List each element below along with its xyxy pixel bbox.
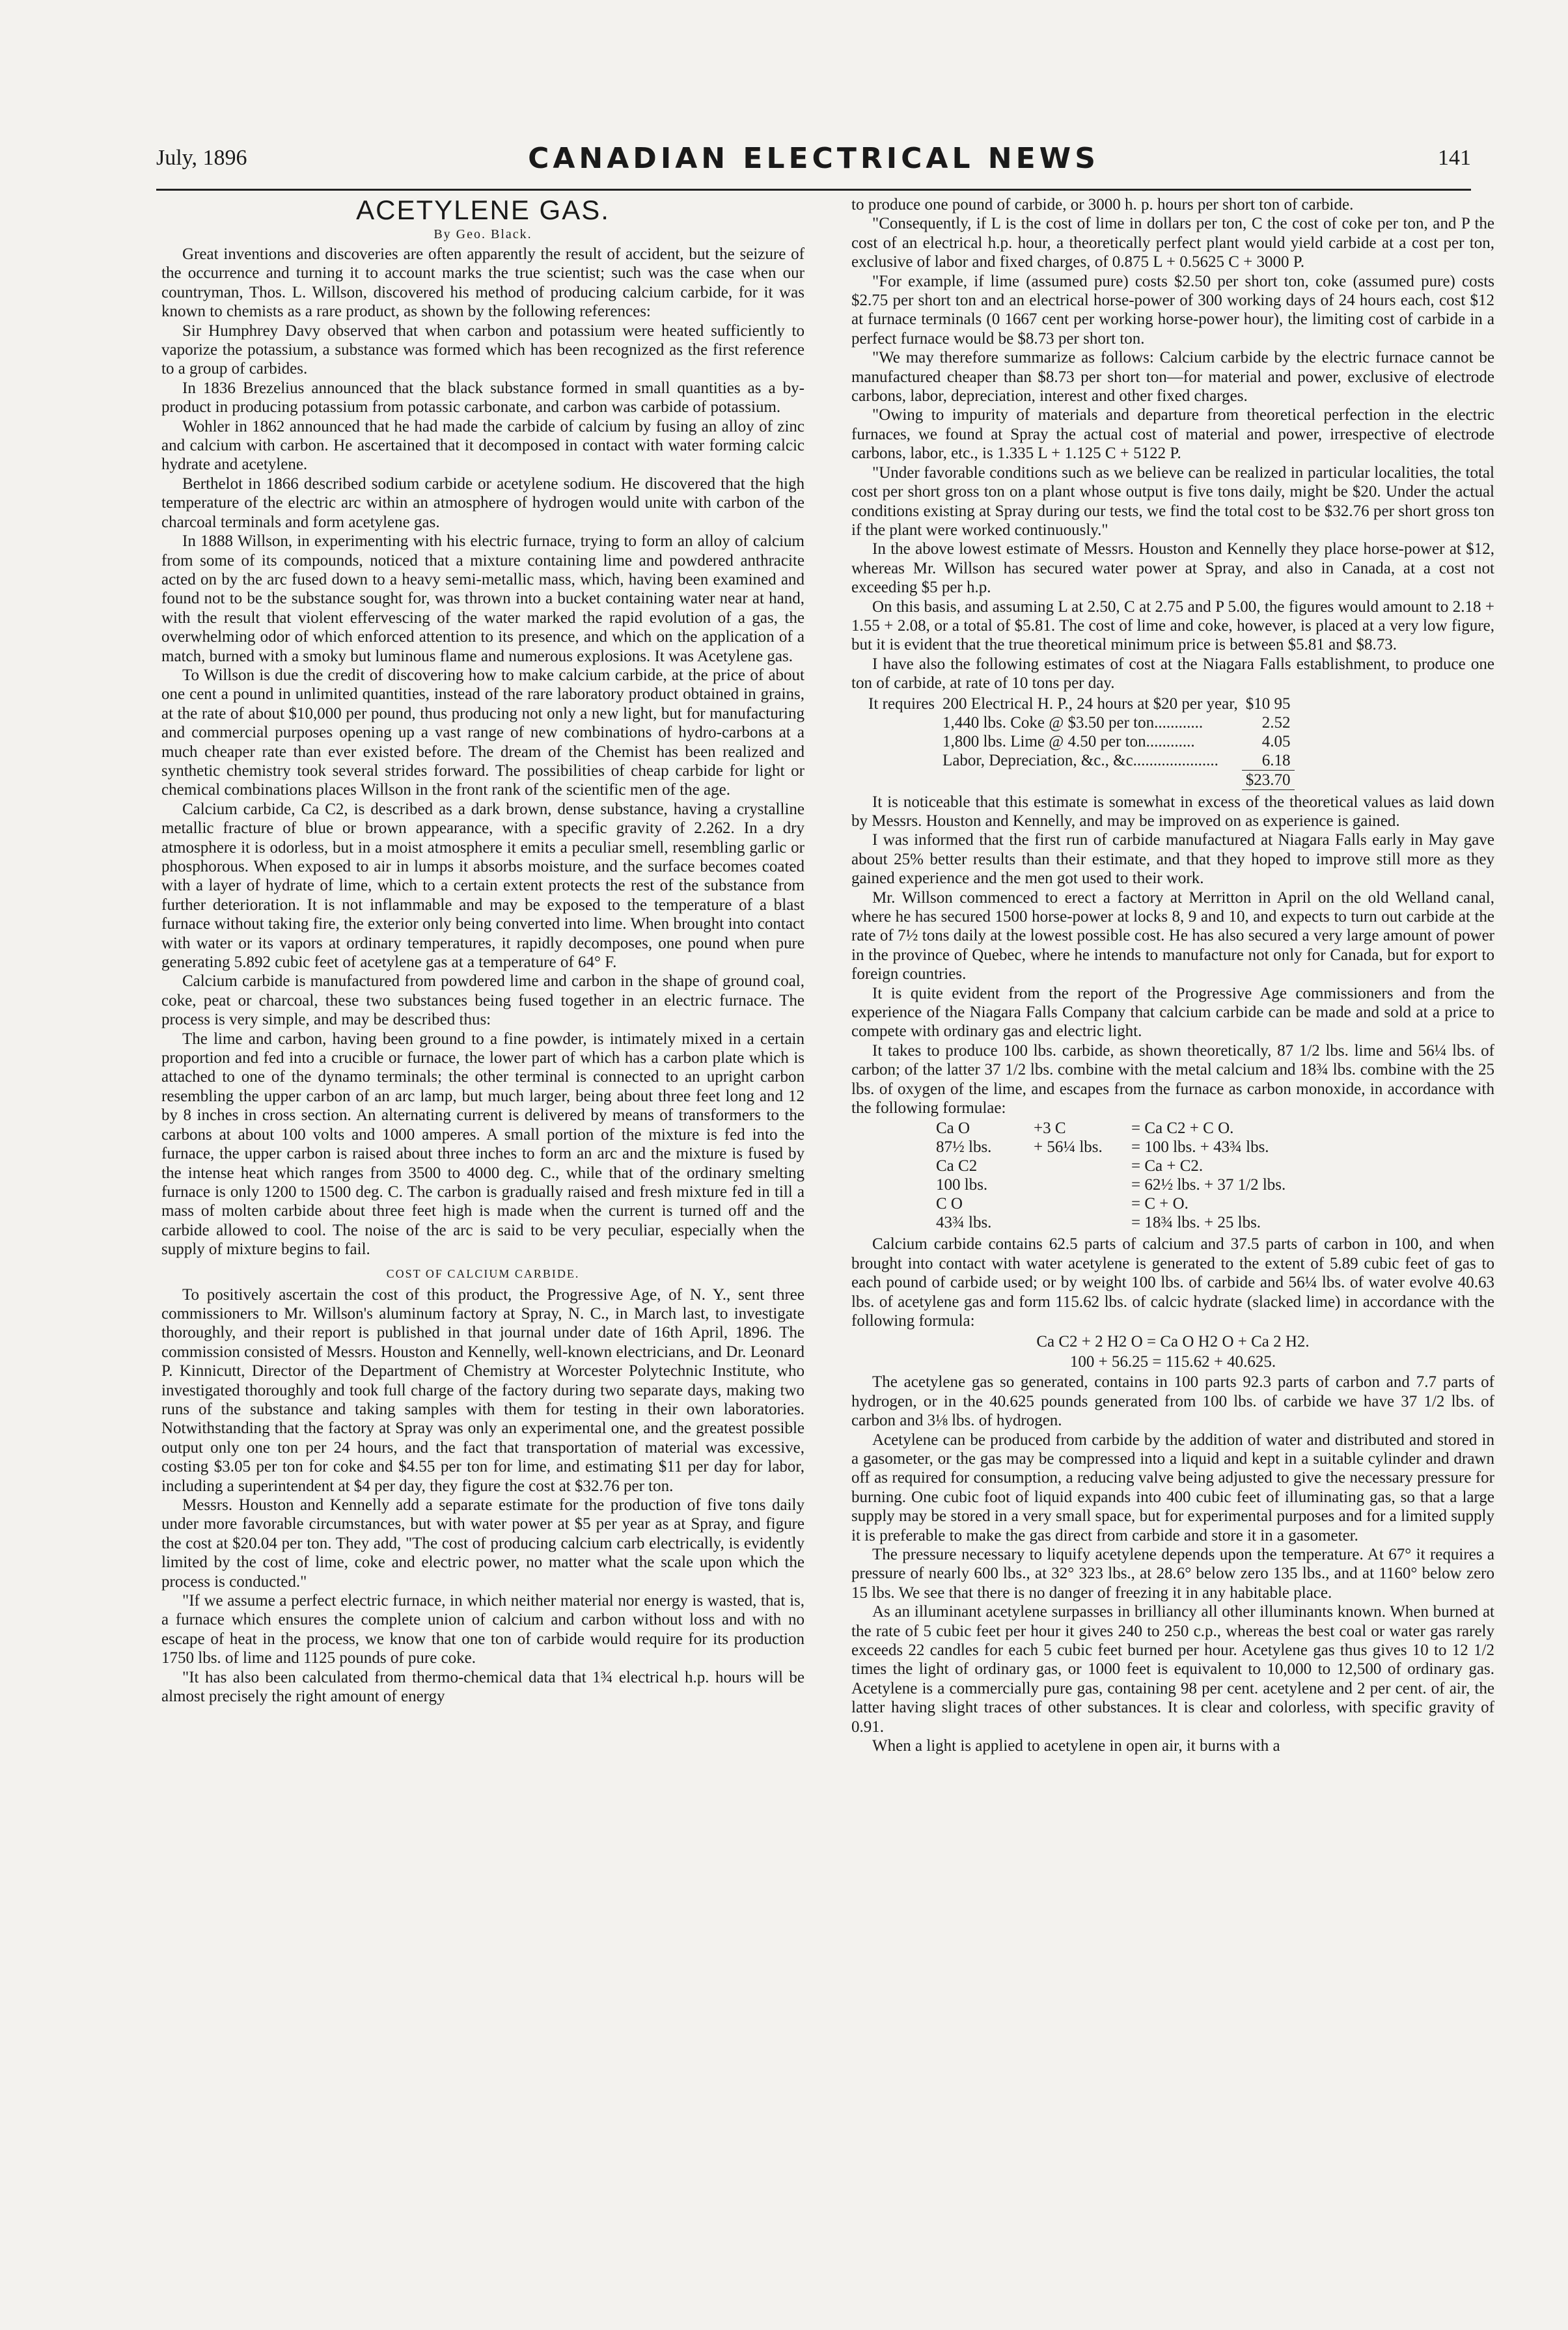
paragraph: I was informed that the first run of carbide manufactured at Niagara Falls early in May gave about 25% better results than their estimate, and that they hoped to improve still more as they gained experience and the men got used to their work. bbox=[851, 831, 1494, 888]
paragraph: It is noticeable that this estimate is somewhat in excess of the theoretical values as laid down by Messrs. Houston and Kennelly, and may be improved on as experience is gained. bbox=[851, 793, 1494, 830]
page-number: 141 bbox=[1438, 146, 1471, 170]
paragraph: The pressure necessary to liquify acetylene depends upon the temperature. At 67° it requires a pressure of nearly 600 lbs., at 32° 323 lbs., at 28.6° below zero 135 lbs., and at 1160° below zero 15 lbs. We see that there is no danger of freezing it in any habitable place. bbox=[851, 1545, 1494, 1602]
cost-total: $23.70 bbox=[1242, 770, 1295, 789]
section-heading: COST OF CALCIUM CARBIDE. bbox=[386, 1267, 580, 1280]
paragraph: "It has also been calculated from thermo-chemical data that 1¾ electrical h.p. hours will be almost precisely the right amount of energy bbox=[161, 1668, 805, 1706]
paragraph: "If we assume a perfect electric furnace, in which neither material nor energy is wasted, that is, a furnace which ensures the complete union of calcium and carbon without loss and with no escape of heat in the process, we know that one ton of carbide would require for its production 1750 lbs. of lime and 1125 pounds of pure coke. bbox=[161, 1592, 805, 1667]
cost-intro: It requires bbox=[868, 694, 935, 713]
paragraph: In 1836 Brezelius announced that the black substance formed in small quantities as a by-product in producing potassium from potassic carbonate, and carbon was carbide of potassium. bbox=[161, 379, 805, 417]
table-row bbox=[864, 694, 1295, 713]
paragraph: "We may therefore summarize as follows: Calcium carbide by the electric furnace cannot be manufactured cheaper than $8.73 per short ton—for material and power, exclusive of electrode carbons, labor, depreciation, interest and other fixed charges. bbox=[851, 349, 1494, 405]
table-row bbox=[864, 751, 1295, 771]
paragraph: Berthelot in 1866 described sodium carbide or acetylene sodium. He discovered that the high temperature of the electric arc within an atmosphere of hydrogen would unite with carbon of the charcoal terminals and form acetylene gas. bbox=[161, 474, 805, 531]
paragraph: When a light is applied to acetylene in open air, it burns with a bbox=[872, 1737, 1280, 1755]
paragraph: To positively ascertain the cost of this product, the Progressive Age, of N. Y., sent three commissioners to Mr. Willson's aluminum factory at Spray, N. C., in March last, to investigate thoroughly, and their report is published in that journal under date of 16th April, 1896. The commission consisted of Messrs. Houston and Kennelly, well-known electricians, and Dr. Leonard P. Kinnicutt, Director of the Department of Chemistry at Worcester Polytechnic Institute, who investigated thoroughly and took full charge of the factory during two separate days, making two runs of the substance and taking samples with them for testing in their own laboratories. Notwithstanding that the factory at Spray was only an experimental one, and the greatest possible output only one ton per 24 hours, and the fact that transportation of material was excessive, costing $3.05 per ton for coke and $4.55 per ton for lime, and estimating $11 per day for labor, including a superintendent at $4 per day, they figure the cost at $32.76 per ton. bbox=[161, 1285, 805, 1495]
table-row bbox=[864, 713, 1295, 732]
cost-item: 1,800 lbs. Lime @ 4.50 per ton............ bbox=[942, 732, 1195, 750]
paragraph: to produce one pound of carbide, or 3000 h. p. hours per short ton of carbide. bbox=[851, 196, 1354, 213]
cost-amount: 4.05 bbox=[1261, 732, 1291, 750]
paragraph: "Owing to impurity of materials and departure from theoretical perfection in the electric furnaces, we found at Spray the actual cost of material and power, irrespective of electrode carbons, labor, etc., is 1.335 L + 1.125 C + 5122 P. bbox=[851, 406, 1494, 463]
right-column bbox=[851, 195, 1494, 1755]
paragraph: Calcium carbide is manufactured from powdered lime and carbon in the shape of ground coal, coke, peat or charcoal, these two substances being fused together in an electric furnace. The process is very simple, and may be described thus: bbox=[161, 972, 805, 1029]
paragraph: Acetylene can be produced from carbide by the addition of water and distributed and stored in a gasometer, or the gas may be compressed into a liquid and kept in a suitable cylinder and drawn off as required for consumption, a reducing valve being adjusted to give the necessary pressure for burning. One cubic foot of liquid expands into 400 cubic feet of illuminating gas, so that a large supply may be stored in a very small space, but for experimental purposes and for a limited supply it is preferable to make the gas direct from carbide and store it in a gasometer. bbox=[851, 1431, 1494, 1544]
header-rule bbox=[156, 189, 1471, 191]
paragraph: I have also the following estimates of cost at the Niagara Falls establishment, to produce one ton of carbide, at rate of 10 tons per day. bbox=[851, 655, 1494, 692]
paragraph: Calcium carbide contains 62.5 parts of calcium and 37.5 parts of carbon in 100, and when brought into contact with water acetylene is generated to the extent of 5.89 cubic feet of gas to each pound of carbide used; or by weight 100 lbs. of carbide and 56¼ lbs. of water evolve 40.63 lbs. of acetylene gas and form 115.62 lbs. of calcic hydrate (slacked lime) in accordance with the following formula: bbox=[851, 1235, 1494, 1330]
paragraph: It takes to produce 100 lbs. carbide, as shown theoretically, 87 1/2 lbs. lime and 56¼ lbs. of carbon; of the latter 37 1/2 lbs. combine with the metal calcium and 18¾ lbs. combine with the 25 lbs. of oxygen of the lime, and escapes from the furnace as carbon monoxide, in accordance with the following formulae: bbox=[851, 1041, 1494, 1117]
cost-table bbox=[864, 694, 1295, 790]
formula-row: 43¾ lbs. = 18¾ lbs. + 25 lbs. bbox=[936, 1214, 1261, 1232]
paragraph: It is quite evident from the report of the Progressive Age commissioners and from the experience of the Niagara Falls Company that calcium carbide can be made and sold at a price to compete with ordinary gas and electric light. bbox=[851, 984, 1494, 1041]
paragraph: Calcium carbide, Ca C2, is described as a dark brown, dense substance, having a crystalline metallic fracture of blue or brown appearance, with a specific gravity of 2.262. In a dry atmosphere it is odorless, but in a moist atmosphere it emits a peculiar smell, resembling garlic or phosphorous. When exposed to air in lumps it absorbs moisture, and the surface becomes coated with a layer of hydrate of lime, which to a certain extent protects the rest of the substance from further deterioration. It is not inflammable and may be exposed to the temperature of a blast furnace without taking fire, the exterior only being converted into lime. When brought into contact with water or its vapors at ordinary temperatures, it rapidly decomposes, one pound when pure generating 5.892 cubic feet of acetylene gas at a temperature of 64° F. bbox=[161, 800, 805, 972]
table-row bbox=[864, 770, 1295, 789]
paragraph: Wohler in 1862 announced that he had made the carbide of calcium by fusing an alloy of zinc and calcium with carbon. He ascertained that it decomposed in contact with water forming calcic hydrate and acetylene. bbox=[161, 417, 805, 474]
equation: 100 + 56.25 = 115.62 + 40.625. bbox=[1069, 1352, 1276, 1371]
paragraph: Great inventions and discoveries are often apparently the result of accident, but the seizure of the occurrence and turning it to account marks the true scientist; such was the case when our countryman, Thos. L. Willson, discovered his method of producing calcium carbide, for it was known to chemists as a rare product, as shown by the following references: bbox=[161, 245, 805, 321]
left-column bbox=[161, 195, 805, 1706]
cost-item: 1,440 lbs. Coke @ $3.50 per ton............ bbox=[942, 713, 1204, 732]
issue-date: July, 1896 bbox=[156, 146, 247, 170]
formula-row: Ca C2 = Ca + C2. bbox=[936, 1157, 1204, 1175]
article-title: ACETYLENE GAS. bbox=[356, 195, 610, 225]
formula-row: 100 lbs. = 62½ lbs. + 37 1/2 lbs. bbox=[936, 1176, 1286, 1194]
paragraph: In 1888 Willson, in experimenting with his electric furnace, trying to form an alloy of calcium from some of its compounds, noticed that a mixture containing lime and powdered anthracite acted on by the arc fused down to a heavy semi-metallic mass, which, having been examined and found not to be the substance sought for, was thrown into a bucket containing water near at hand, with the result that violent effervescing of the water marked the rapid evolution of a gas, the overwhelming odor of which enforced attention to its presence, and which on the application of a match, burned with a smoky but luminous flame and numerous explosions. It was Acetylene gas. bbox=[161, 532, 805, 665]
paragraph: "Consequently, if L is the cost of lime in dollars per ton, C the cost of coke per ton, and P the cost of an electrical h.p. hour, a theoretically perfect plant would yield carbide at a cost per ton, exclusive of labor and fixed charges, of 0.875 L + 0.5625 C + 3000 P. bbox=[851, 215, 1494, 271]
paragraph: The lime and carbon, having been ground to a fine powder, is intimately mixed in a certain proportion and fed into a crucible or furnace, the lower part of which has a carbon plate which is attached to one of the dynamo terminals; the other terminal is connected to an upright carbon resembling the upper carbon of an arc lamp, but much larger, being about three feet long and 12 by 8 inches in cross section. An alternating current is delivered by means of transformers to the carbons at about 100 volts and 1000 amperes. A small portion of the mixture is fed into the furnace, the upper carbon is raised about three inches to form an arc and the mixture is fused by the intense heat which ranges from 3500 to 4000 deg. C., while that of the ordinary smelting furnace is only 1200 to 1500 deg. C. The carbon is gradually raised and fresh mixture fed in till a mass of molten carbide about three feet high is made when the current is turned off and the carbide allowed to cool. The noise of the arc is said to be very peculiar, especially when the supply of mixture begins to fail. bbox=[161, 1030, 805, 1259]
cost-item: Labor, Depreciation, &c., &c..................... bbox=[942, 751, 1218, 769]
paragraph: To Willson is due the credit of discovering how to make calcium carbide, at the price of about one cent a pound in unlimited quantities, instead of the rare laboratory product obtained in grains, at the rate of about $10,000 per pound, thus producing not only a new light, but for manufacturing and commercial purposes opening up a vast range of new combinations of hydro-carbons at a much cheaper rate than ever existed before. The dream of the Chemist has been realized and synthetic chemistry took several strides forward. The possibilities of cheap carbide for light or chemical combinations places Willson in the front rank of the scientific men of the age. bbox=[161, 666, 805, 799]
formulae-block bbox=[936, 1119, 1494, 1232]
cost-amount: 6.18 bbox=[1261, 751, 1291, 769]
cost-amount: $10 95 bbox=[1245, 694, 1291, 713]
paragraph: On this basis, and assuming L at 2.50, C at 2.75 and P 5.00, the figures would amount to 2.18 + 1.55 + 2.08, or a total of $5.81. The cost of lime and coke, however, is placed at a very low figure, but it is evident that the true theoretical minimum price is between $5.81 and $8.73. bbox=[851, 597, 1494, 654]
running-head bbox=[156, 142, 1471, 187]
cost-item: 200 Electrical H. P., 24 hours at $20 per year, bbox=[942, 694, 1238, 713]
paragraph: Mr. Willson commenced to erect a factory at Merritton in April on the old Welland canal, where he has secured 1500 horse-power at locks 8, 9 and 10, and expects to turn out carbide at the rate of 7½ tons daily at the lowest possible cost. He has also secured a very large amount of power in the province of Quebec, where he intends to manufacture not only for Canada, but for export to foreign countries. bbox=[851, 888, 1494, 983]
cost-amount: 2.52 bbox=[1261, 713, 1291, 732]
paragraph: The acetylene gas so generated, contains in 100 parts 92.3 parts of carbon and 7.7 parts of hydrogen, or in the 40.625 pounds generated from 100 lbs. of carbide we have 37 1/2 lbs. of carbon and 3⅛ lbs. of hydrogen. bbox=[851, 1373, 1494, 1430]
paragraph: "Under favorable conditions such as we believe can be realized in particular localities, the total cost per short gross ton on a plant whose output is five tons daily, might be $20. Under the actual conditions existing at Spray during our tests, we find the total cost to be $32.76 per short gross ton if the plant were worked continuously." bbox=[851, 463, 1494, 539]
table-row bbox=[864, 732, 1295, 751]
journal-title: CANADIAN ELECTRICAL NEWS bbox=[528, 142, 1099, 175]
byline: By Geo. Black. bbox=[433, 227, 532, 241]
paragraph: "For example, if lime (assumed pure) costs $2.50 per short ton, coke (assumed pure) costs $2.75 per short ton and an electrical horse-power of 300 working days of 24 hours each, cost $12 at furnace terminals (0 1667 cent per working horse-power hour), the limiting cost of carbide in a perfect furnace would be $8.73 per short ton. bbox=[851, 272, 1494, 348]
formula-row: Ca O +3 C = Ca C2 + C O. bbox=[936, 1119, 1234, 1138]
formula-row: C O = C + O. bbox=[936, 1195, 1189, 1213]
equation: Ca C2 + 2 H2 O = Ca O H2 O + Ca 2 H2. bbox=[1036, 1332, 1310, 1350]
paragraph: As an illuminant acetylene surpasses in brilliancy all other illuminants known. When burned at the rate of 5 cubic feet per hour it gives 240 to 250 c.p., whereas the best coal or water gas rarely exceeds 22 candles for each 5 cubic feet burned per hour. Acetylene gas thus gives 10 to 12 1/2 times the light of ordinary gas, or 1000 feet is equivalent to 10,000 to 12,500 of ordinary gas. Acetylene is a commercially pure gas, containing 98 per cent. acetylene and 2 per cent. of air, the latter having slight traces of other substances. It is clear and colorless, with specific gravity of 0.91. bbox=[851, 1603, 1494, 1736]
paragraph: Messrs. Houston and Kennelly add a separate estimate for the production of five tons daily under more favorable circumstances, but with water power at $5 per year as at Spray, and figure the cost at $20.04 per ton. They add, "The cost of producing calcium carb electrically, is evidently limited by the cost of lime, coke and electric power, no matter what the scale upon which the process is conducted." bbox=[161, 1496, 805, 1591]
paragraph: Sir Humphrey Davy observed that when carbon and potassium were heated sufficiently to vaporize the potassium, a substance was formed which has been recognized as the first reference to a group of carbides. bbox=[161, 322, 805, 378]
paragraph: In the above lowest estimate of Messrs. Houston and Kennelly they place horse-power at $12, whereas Mr. Willson has secured water power at Spray, and also in Canada, at a cost not exceeding $5 per h.p. bbox=[851, 540, 1494, 597]
formula-row: 87½ lbs. + 56¼ lbs. = 100 lbs. + 43¾ lbs. bbox=[936, 1138, 1269, 1157]
